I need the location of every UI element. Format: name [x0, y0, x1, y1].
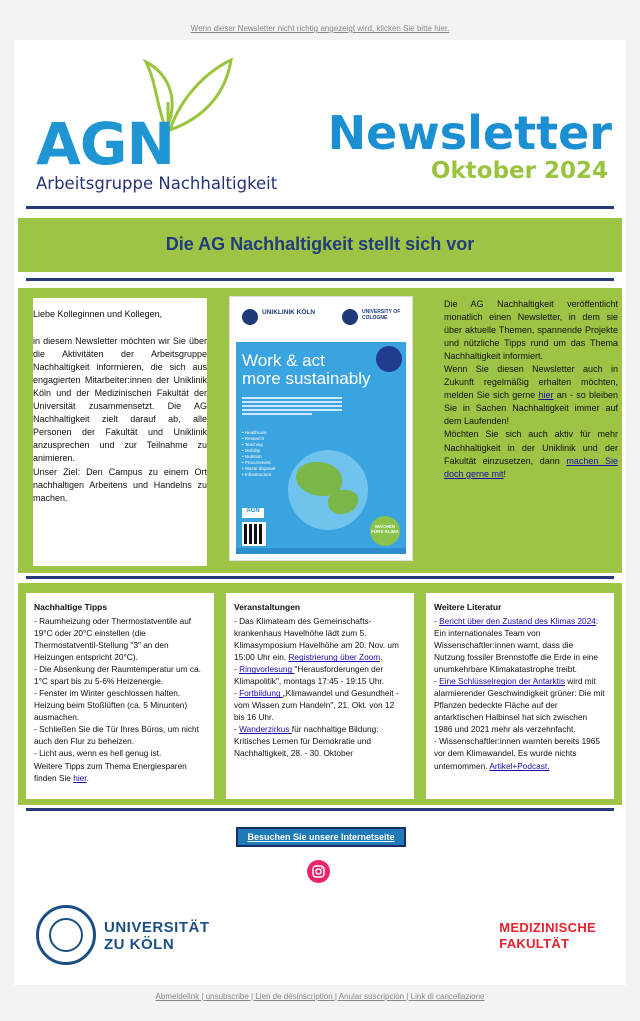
view-in-browser-link[interactable]: Wenn dieser Newsletter nicht richtig angezeigt wird, klicken Sie bitte hier. — [190, 24, 450, 33]
greeting: Liebe Kolleginnen und Kollegen, — [33, 309, 163, 319]
poster-badge-icon — [376, 346, 402, 372]
instagram-icon[interactable] — [307, 860, 330, 883]
event-item: - Wanderzirkus für nachhaltige Bildung: Kritisches Lernen für Demokratie und Nachhaltigkeit, 28. - 30. Oktober — [234, 724, 379, 759]
article-podcast-link[interactable]: Artikel+Podcast. — [489, 760, 550, 771]
unsubscribe-link[interactable]: Abmeldelink | unsubscribe | Lien de désinscription | Anular suscripcion | Link di cancellazione — [155, 992, 485, 1001]
poster-list: • Healthcare • Research • Teaching • Mobility • Nutrition • Procurement • Waste disposal • Infrastructure — [242, 430, 276, 478]
antarctica-link[interactable]: Eine Schlüsselregion der Antarktis — [439, 676, 565, 687]
energy-tips-link[interactable]: hier — [73, 772, 87, 783]
university-name: UNIVERSITÄT ZU KÖLN — [104, 919, 210, 954]
intro-banner — [18, 218, 622, 272]
agn-full-name: Arbeitsgruppe Nachhaltigkeit — [36, 174, 278, 193]
tips-more: Weitere Tipps zum Thema Energiesparen finden Sie hier. — [34, 760, 187, 783]
agn-logo — [36, 52, 316, 202]
event-item: - Fortbildung „Klimawandel und Gesundheit - vom Wissen zum Handeln", 21. Okt. von 12 bis 16 Uhr. — [234, 688, 399, 723]
intro-goal: Unser Ziel: Den Campus zu einem Ort nachhaltigen Arbeitens und Handelns zu machen. — [33, 466, 207, 503]
literature-item: - Wissenschaftler:innen warnten bereits 1965 vor dem Klimawandel. Es wurde nichts unternommen. Artikel+Podcast. — [434, 736, 601, 771]
poster-klima-badge: MACHEN FÜRS KLIMA — [370, 516, 400, 546]
divider — [26, 206, 614, 209]
zoom-registration-link[interactable]: Registrierung über Zoom — [288, 652, 381, 663]
uniklinik-logo-icon — [242, 309, 258, 325]
divider — [26, 576, 614, 579]
info-columns-section — [18, 583, 622, 805]
wanderzirkus-link[interactable]: Wanderzirkus — [239, 724, 292, 735]
intro-right-para-3: Möchten Sie sich auch aktiv für mehr Nachhaltigkeit in der Uniklinik und der Fakultät einzusetzen, dann machen Sie doch gerne mit! — [444, 429, 618, 479]
event-item: - Das Klimateam des Gemeinschafts-krankenhaus Havelhöhe lädt zum 5. Klimasymposium Havelhöhe am 20. Nov. um 15:00 Uhr ein. Registrierung über Zoom. — [234, 616, 399, 663]
intro-right-text — [444, 298, 618, 481]
events-title: Veranstaltungen — [234, 602, 301, 612]
newsletter-body — [14, 40, 626, 985]
agn-logo-text: AGN — [36, 110, 175, 178]
section-heading: Die AG Nachhaltigkeit stellt sich vor — [165, 234, 475, 254]
tips-item: - Schließen Sie die Tür Ihres Büros, um nicht auch den Flur zu beheizen. — [34, 724, 199, 747]
medical-faculty-logo: MEDIZINISCHE FAKULTÄT — [499, 920, 596, 951]
poster-text-block — [242, 397, 342, 417]
visit-website-button[interactable]: Besuchen Sie unsere Internetseite — [236, 827, 406, 847]
poster-agn-logo: AGN — [242, 508, 264, 518]
literature-card — [426, 593, 614, 799]
intro-left-text — [33, 298, 207, 566]
literature-item: - Bericht über den Zustand des Klimas 2024: Ein internationales Team von Wissenschaftler:innen warnt, dass die Nutzung fossiler Brennstoffe die Erde in eine unumkehrbare Klimakatastrophe treibt. — [434, 616, 599, 675]
training-link[interactable]: Fortbildung — [239, 688, 283, 699]
poster-logo-right: UNIVERSITY OF COLOGNE — [362, 309, 401, 321]
qr-code-icon — [242, 522, 266, 546]
poster-logos — [238, 303, 406, 335]
literature-item: - Eine Schlüsselregion der Antarktis wird mit alarmierender Geschwindigkeit grüner: Die mit Pflanzen bedeckte Fläche auf der antarktischen Halbinsel hat sich zwischen 1986 und 2021 mehr als verzehnfacht. — [434, 676, 605, 735]
tips-card — [26, 593, 214, 799]
poster-logo-left: UNIKLINIK KÖLN — [262, 309, 316, 316]
event-item: - Ringvorlesung "Herausforderungen der Klimapolitik", montags 17:45 - 19:15 Uhr. — [234, 664, 385, 687]
subscribe-link[interactable]: hier — [538, 390, 554, 401]
university-logo — [36, 905, 216, 965]
poster-artwork — [236, 342, 406, 554]
intro-section — [18, 288, 622, 573]
tips-title: Nachhaltige Tipps — [34, 602, 108, 612]
tips-item: - Die Absenkung der Raumtemperatur um ca. 1°C spart bis zu 5-6% Heizenergie. — [34, 664, 201, 687]
lecture-link[interactable]: Ringvorlesung — [239, 664, 295, 675]
events-card — [226, 593, 414, 799]
join-link[interactable]: machen Sie doch gerne mit — [444, 455, 618, 479]
tips-item: - Raumheizung oder Thermostatventile auf 19°C oder 20°C einstellen (die Thermostatventil-Stellung "3" an den Heizungen entspricht 20°C). — [34, 616, 192, 663]
poster-image — [229, 296, 413, 561]
tips-item: - Fenster im Winter geschlossen halten. Heizung beim Stoßlüften (ca. 5 Minunten) ausmachen. — [34, 688, 188, 723]
climate-report-link[interactable]: Bericht über den Zustand des Klimas 2024 — [439, 616, 596, 627]
intro-body: in diesem Newsletter möchten wir Sie über die Aktivitäten der Arbeitsgruppe Nachhaltigkeit informieren, die sich aus engagierten Mitarbeiter:innen der Uniklinik Köln und der Medizinischen Fakultät der Universität zusammensetzt. Die AG Nachhaltigkeit zielt darauf ab, alle Personen der Fakultät und Uniklinik anzusprechen und zur Teilnahme zu animieren. — [33, 336, 207, 464]
newsletter-date: Oktober 2024 — [430, 158, 608, 184]
university-seal-icon — [342, 309, 358, 325]
divider — [26, 808, 614, 811]
intro-right-para-2: Wenn Sie diesen Newsletter auch in Zukunft regelmäßig erhalten möchten, melden Sie sich gerne hier an - so bleiben Sie in Sachen Nachhaltigkeit immer auf dem Laufenden! — [444, 364, 618, 427]
poster-footer — [236, 548, 406, 554]
divider — [26, 278, 614, 281]
tips-item: - Licht aus, wenn es hell genug ist. — [34, 748, 162, 759]
newsletter-title: Newsletter — [327, 106, 612, 160]
university-seal-icon — [36, 905, 96, 965]
literature-title: Weitere Literatur — [434, 602, 502, 612]
intro-right-para-1: Die AG Nachhaltigkeit veröffentlicht monatlich einen Newsletter, in dem sie über aktuelle Themen, spannende Projekte und nützliche Tipps rund um das Thema Nachhaltigkeit informiert. — [444, 299, 618, 362]
poster-title: Work & act more sustainably — [242, 351, 371, 388]
